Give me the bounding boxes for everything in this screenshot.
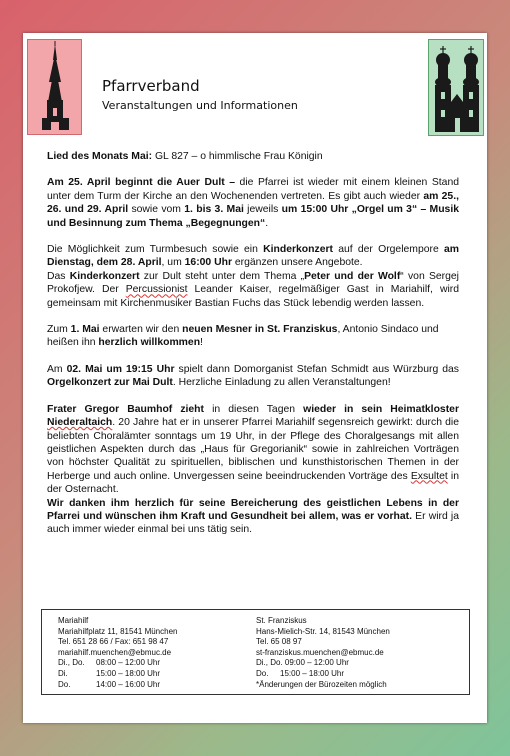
dult-heading: Am 25. April beginnt die Auer Dult – <box>47 177 236 189</box>
contact-footer <box>41 609 470 695</box>
mariahilf-hours-row <box>58 669 248 680</box>
mesner-text-4: ! <box>200 337 203 349</box>
turm-peter-wolf: Peter und der Wolf <box>304 270 401 282</box>
turm-date: am Dienstag, dem 28. April <box>47 244 459 269</box>
frater-text-3: in der Osternacht. <box>47 470 459 496</box>
mariahilf-phone: Tel. 651 28 66 / Fax: 651 98 47 <box>58 637 169 647</box>
franziskus-hours-1: Di., Do. 09:00 – 12:00 Uhr <box>256 658 349 668</box>
konzert-title: Orgelkonzert zur Mai Dult <box>47 377 173 389</box>
mariahilf-hours-row <box>58 658 248 669</box>
hours-day: Di., Do. <box>58 658 85 668</box>
mariahilf-email[interactable]: mariahilf.muenchen@ebmuc.de <box>58 647 172 657</box>
page-subtitle: Veranstaltungen und Informationen <box>102 99 298 112</box>
hours-day: Do. <box>256 668 269 678</box>
mesner-paragraph <box>47 323 459 350</box>
dult-dates-april: am 25., 26. und 29. April <box>47 190 459 216</box>
mesner-text-2: erwarten wir den <box>99 324 183 336</box>
dult-text-3: jeweils <box>243 204 282 216</box>
frater-thanks: Wir danken ihm herzlich für seine Bereicherung des geistlichen Lebens in der Pfarrei und wünschen ihm Kraft und Gesundheit bei allem, was er vorhat. <box>47 497 459 522</box>
konzert-text-2: spielt dann Domorganist Stefan Schmidt aus Würzburg das <box>174 363 459 375</box>
turm-time: 16:00 Uhr <box>184 257 232 269</box>
mesner-date: 1. Mai <box>70 324 100 336</box>
mariahilf-name: Mariahilf <box>58 616 89 625</box>
page-title: Pfarrverband <box>102 77 200 95</box>
turm-text-7: “ von Sergej Prokofjew. Der <box>47 270 459 296</box>
frater-paragraph <box>47 403 459 537</box>
dult-orgel-title: um 15:00 Uhr „Orgel um 3“ – Musik und Besinnung zum Thema „Begegnungen“ <box>47 204 460 229</box>
hours-day: Di. <box>58 668 68 678</box>
franziskus-hours-row <box>256 669 468 680</box>
turm-text-8: Leander Kaiser, regelmäßiger Gast in Mariahilf, wird gemeinsam mit Kirchenmusiker Bastian Fuchs das Stück lebendig werden lassen. <box>47 284 459 309</box>
lied-paragraph <box>47 150 459 163</box>
franziskus-phone: Tel. 65 08 97 <box>256 637 302 647</box>
turm-text-3: , um <box>161 257 185 269</box>
hours-day: Do. <box>58 679 71 689</box>
frater-heimatkloster: wieder in sein Heimatkloster <box>303 403 459 415</box>
frater-text-4: Er wird ja auch immer wieder einmal bei uns tätig sein. <box>47 510 459 536</box>
turm-paragraph <box>47 243 459 310</box>
mesner-welcome: herzlich willkommen <box>98 337 201 349</box>
frater-text-1: in diesen Tagen <box>204 403 304 415</box>
hours-change-note: *Änderungen der Bürozeiten möglich <box>256 679 387 689</box>
konzert-text-3: . Herzliche Einladung zu allen Veranstaltungen! <box>172 377 391 389</box>
turm-text-6: zur Dult steht unter dem Thema „ <box>139 270 305 282</box>
franziskus-email[interactable]: st-franziskus.muenchen@ebmuc.de <box>256 647 384 657</box>
flyer-page <box>23 33 487 723</box>
turm-text-5: Das <box>47 270 70 282</box>
konzert-date: 02. Mai um 19:15 Uhr <box>66 363 175 375</box>
frater-text-2: . 20 Jahre hat er in unserer Pfarrei Mariahilf segensreich gewirkt: durch die beliebten Choralämter sonntags um 19 Uhr, in der Pflege des Choralgesangs mit allen geistlichen Aspekten durch das „Haus für Gregorianik“ sowie in zahlreichen Vorträgen von höchster Qualität zu spirituellen, biblischen und kunsthistorischen Themen in der Herberge und auch online. Unvergessen seine beeindruckenden Vorträge des <box>47 417 459 482</box>
article-body <box>47 150 459 550</box>
turm-text-4: ergänzen unsere Angebote. <box>232 257 363 269</box>
franziskus-contact <box>256 616 468 690</box>
turm-kinderkonzert-2: Kinderkonzert <box>69 270 140 282</box>
dult-text-4: . <box>265 217 269 229</box>
hours-time: 14:00 – 16:00 Uhr <box>96 679 161 689</box>
mesner-new: neuen Mesner in St. Franziskus <box>182 324 338 336</box>
mariahilf-hours-row <box>58 680 248 691</box>
hours-time: 15:00 – 18:00 Uhr <box>96 668 161 678</box>
turm-text-2: auf der Orgelempore <box>332 244 444 256</box>
lied-label: Lied des Monats Mai: <box>47 151 153 162</box>
frater-exsultet: Exsultet <box>410 470 448 482</box>
franziskus-address: Hans-Mielich-Str. 14, 81543 München <box>256 626 390 636</box>
frater-name: Frater Gregor Baumhof zieht <box>47 403 204 415</box>
mariahilf-address: Mariahilfplatz 11, 81541 München <box>58 626 178 636</box>
turm-percussionist: Percussionist <box>125 284 188 296</box>
dult-text-1: die Pfarrei ist wieder mit einem kleinen Stand unter dem Turm der Kirche an den Wochenenden vertreten. Es gibt auch wieder <box>47 177 460 202</box>
mariahilf-contact <box>58 616 248 690</box>
dult-text-2: sowie vom <box>128 204 185 216</box>
church-tower-logo-icon <box>27 39 82 135</box>
turm-text-1: Die Möglichkeit zum Turmbesuch sowie ein <box>47 244 264 256</box>
konzert-text-1: Am <box>47 363 67 375</box>
mesner-text-1: Zum <box>47 324 71 336</box>
konzert-paragraph <box>47 363 459 390</box>
church-onion-domes-logo-icon <box>428 39 484 136</box>
turm-kinderkonzert-1: Kinderkonzert <box>263 244 333 256</box>
hours-time: 08:00 – 12:00 Uhr <box>96 658 161 668</box>
frater-niederaltaich: Niederaltaich <box>47 417 113 429</box>
franziskus-name: St. Franziskus <box>256 616 307 625</box>
mesner-text-3: , Antonio Sindaco und heißen ihn <box>47 324 439 349</box>
lied-text: GL 827 – o himmlische Frau Königin <box>152 151 323 162</box>
dult-dates-may: 1. bis 3. Mai <box>184 204 244 216</box>
dult-paragraph <box>47 176 459 230</box>
hours-time: 15:00 – 18:00 Uhr <box>280 668 345 678</box>
